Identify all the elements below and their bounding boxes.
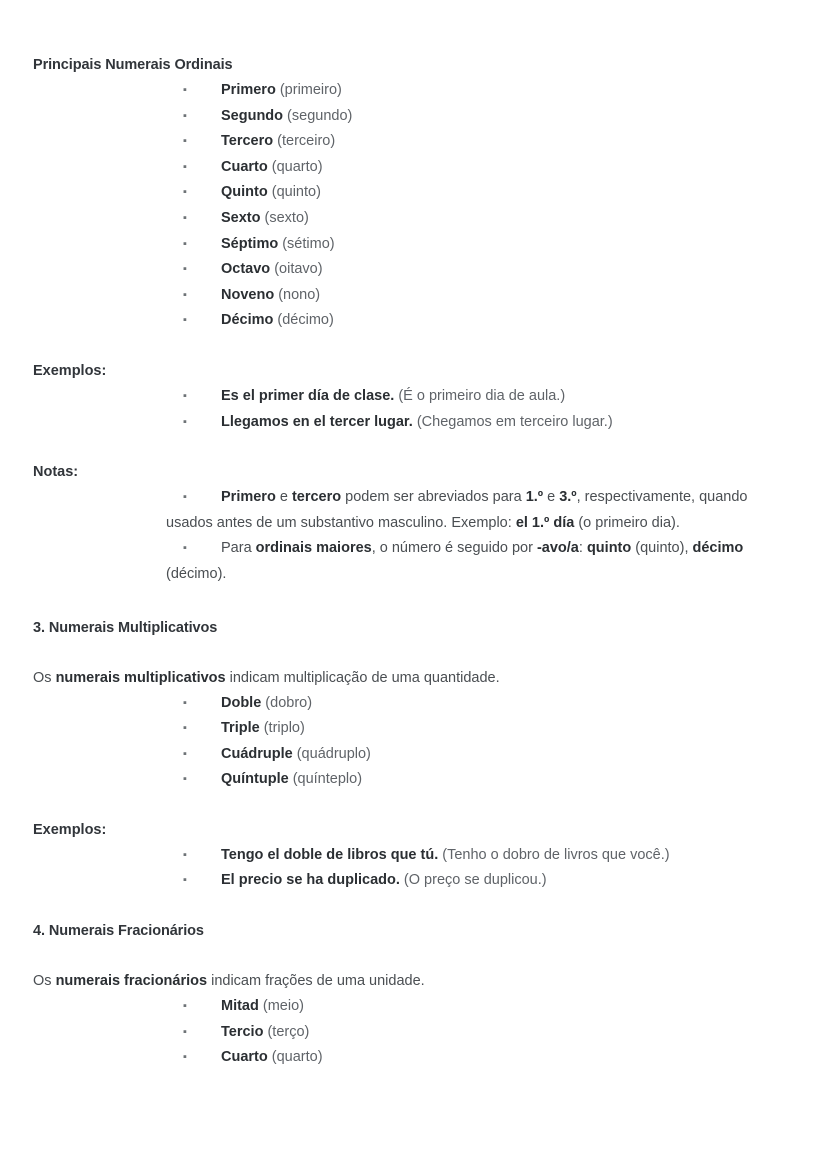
list-item xyxy=(33,716,790,742)
list-item-term: Tercio xyxy=(221,1023,264,1040)
body-text: Os xyxy=(33,973,56,990)
bullet-icon: ▪ xyxy=(183,722,187,735)
list-item-gloss: (sexto) xyxy=(260,209,309,226)
bullet-icon: ▪ xyxy=(183,848,187,861)
list-item-gloss: (terço) xyxy=(263,1023,310,1040)
body-text: , o número é seguido por xyxy=(371,540,537,557)
list-item-term: Cuarto xyxy=(221,1049,268,1066)
multiplicative-list xyxy=(33,691,790,793)
list-item xyxy=(33,868,790,894)
bullet-icon: ▪ xyxy=(183,1051,187,1064)
emphasis-text: el 1.º día xyxy=(515,514,575,531)
list-item xyxy=(33,232,790,258)
section-heading-multiplicative: 3. Numerais Multiplicativos xyxy=(33,619,218,636)
list-item-term: Llegamos en el tercer lugar. xyxy=(221,413,413,430)
list-item xyxy=(33,742,790,768)
bullet-icon: ▪ xyxy=(183,1000,187,1013)
list-item-gloss: (Chegamos em terceiro lugar.) xyxy=(412,413,613,430)
bullet-icon: ▪ xyxy=(183,542,187,555)
bullet-icon: ▪ xyxy=(183,747,187,760)
emphasis-text: 3.º xyxy=(559,489,577,506)
list-item-term: Triple xyxy=(221,720,260,737)
emphasis-text: tercero xyxy=(291,489,342,506)
list-item-term: Primero xyxy=(221,82,276,98)
list-item xyxy=(33,283,790,309)
list-item-term: Tercero xyxy=(221,133,274,150)
ordinals-list xyxy=(33,78,790,334)
spacer xyxy=(33,793,790,817)
list-item xyxy=(33,767,790,793)
note-item xyxy=(33,536,790,587)
list-item xyxy=(33,104,790,130)
list-item-gloss: (dobro) xyxy=(261,694,313,711)
bullet-icon: ▪ xyxy=(183,84,187,96)
bullet-icon: ▪ xyxy=(183,109,187,122)
body-text: e xyxy=(543,489,560,506)
list-item-term: Es el primer día de clase. xyxy=(221,387,395,404)
list-item-term: Quinto xyxy=(221,184,268,201)
fractional-intro xyxy=(33,968,790,994)
body-text: indicam multiplicação de uma quantidade. xyxy=(225,669,500,686)
emphasis-text: quinto xyxy=(586,540,632,557)
spacer xyxy=(33,334,790,358)
list-item-gloss: (Tenho o dobro de livros que você.) xyxy=(438,846,670,863)
emphasis-text: 1.º xyxy=(525,489,544,506)
list-item xyxy=(33,257,790,283)
list-item-term: Cuarto xyxy=(221,158,268,175)
spacer xyxy=(33,435,790,459)
bullet-icon: ▪ xyxy=(183,874,187,887)
multiplicative-examples-list xyxy=(33,843,790,894)
body-text: (quinto), xyxy=(631,540,693,557)
fractional-list xyxy=(33,994,790,1071)
emphasis-text: décimo xyxy=(692,540,744,557)
list-item-gloss: (quádruplo) xyxy=(292,745,371,762)
list-item-term: Sexto xyxy=(221,209,261,226)
list-item xyxy=(33,994,790,1020)
body-text: e xyxy=(275,489,292,506)
list-item-term: Doble xyxy=(221,694,262,711)
list-item-term: Cuádruple xyxy=(221,745,293,762)
list-item-term: Segundo xyxy=(221,107,284,124)
list-item-term: El precio se ha duplicado. xyxy=(221,872,400,889)
list-item xyxy=(33,843,790,869)
list-item xyxy=(33,410,790,436)
list-item xyxy=(33,1020,790,1046)
list-item xyxy=(33,180,790,206)
bullet-icon: ▪ xyxy=(183,314,187,327)
list-item-gloss: (nono) xyxy=(274,286,321,303)
list-item xyxy=(33,691,790,717)
examples-label-ordinals: Exemplos: xyxy=(33,362,107,379)
list-item-gloss: (quinto) xyxy=(267,184,321,201)
bullet-icon: ▪ xyxy=(183,263,187,276)
list-item-term: Mitad xyxy=(221,998,259,1015)
emphasis-text: numerais fracionários xyxy=(55,973,208,990)
examples-label-multiplicative: Exemplos: xyxy=(33,821,107,838)
list-item-term: Séptimo xyxy=(221,235,279,252)
bullet-icon: ▪ xyxy=(183,186,187,199)
list-item-gloss: (quarto) xyxy=(267,1049,323,1066)
list-item-gloss: (triplo) xyxy=(259,720,305,737)
bullet-icon: ▪ xyxy=(183,415,187,428)
bullet-icon: ▪ xyxy=(183,1025,187,1038)
list-item-gloss: (sétimo) xyxy=(278,235,335,252)
list-item-gloss: (segundo) xyxy=(283,107,353,124)
note-item xyxy=(33,485,790,536)
spacer xyxy=(33,641,790,665)
notes-list xyxy=(33,485,790,587)
body-text: : xyxy=(578,540,587,557)
multiplicative-intro xyxy=(33,665,790,691)
spacer xyxy=(33,944,790,968)
list-item-gloss: (quínteplo) xyxy=(288,771,363,788)
bullet-icon: ▪ xyxy=(183,491,187,504)
list-item xyxy=(33,308,790,334)
body-text: podem ser abreviados para xyxy=(341,489,526,506)
list-item-term: Quíntuple xyxy=(221,771,289,788)
list-item-gloss: (quarto) xyxy=(267,158,323,175)
list-item-gloss: (É o primeiro dia de aula.) xyxy=(394,387,566,404)
list-item-term: Tengo el doble de libros que tú. xyxy=(221,846,439,863)
section-heading-fractional: 4. Numerais Fracionários xyxy=(33,923,204,940)
list-item-gloss: (meio) xyxy=(258,998,304,1015)
list-item xyxy=(33,206,790,232)
body-text: (o primeiro dia). xyxy=(574,514,680,531)
bullet-icon: ▪ xyxy=(183,211,187,224)
emphasis-text: numerais multiplicativos xyxy=(55,669,226,686)
bullet-icon: ▪ xyxy=(183,160,187,173)
list-item-gloss: (oitavo) xyxy=(270,261,323,278)
bullet-icon: ▪ xyxy=(183,389,187,402)
bullet-icon: ▪ xyxy=(183,237,187,250)
spacer xyxy=(33,894,790,918)
list-item xyxy=(33,129,790,155)
section-heading-ordinals: Principais Numerais Ordinais xyxy=(33,57,233,73)
list-item xyxy=(33,384,790,410)
bullet-icon: ▪ xyxy=(183,696,187,709)
bullet-icon: ▪ xyxy=(183,288,187,301)
notes-label: Notas: xyxy=(33,464,79,481)
body-text: Para xyxy=(221,540,256,557)
ordinal-examples-list xyxy=(33,384,790,435)
emphasis-text: Primero xyxy=(221,489,276,506)
spacer xyxy=(33,588,790,615)
list-item-term: Octavo xyxy=(221,261,271,278)
list-item xyxy=(33,1045,790,1071)
list-item-term: Décimo xyxy=(221,312,274,329)
emphasis-text: ordinais maiores xyxy=(255,540,372,557)
body-text: (décimo). xyxy=(166,565,227,582)
bullet-icon: ▪ xyxy=(183,135,187,148)
list-item xyxy=(33,78,790,104)
list-item-gloss: (O preço se duplicou.) xyxy=(399,872,547,889)
list-item xyxy=(33,155,790,181)
emphasis-text: -avo/a xyxy=(536,540,579,557)
list-item-gloss: (décimo) xyxy=(273,312,334,329)
list-item-gloss: (primeiro) xyxy=(275,82,342,98)
body-text: Os xyxy=(33,669,56,686)
body-text: , respectivamente, quando usados antes de um substantivo masculino. Exemplo: xyxy=(166,489,748,531)
bullet-icon: ▪ xyxy=(183,773,187,786)
body-text: indicam frações de uma unidade. xyxy=(207,973,425,990)
list-item-term: Noveno xyxy=(221,286,275,303)
list-item-gloss: (terceiro) xyxy=(273,133,336,150)
